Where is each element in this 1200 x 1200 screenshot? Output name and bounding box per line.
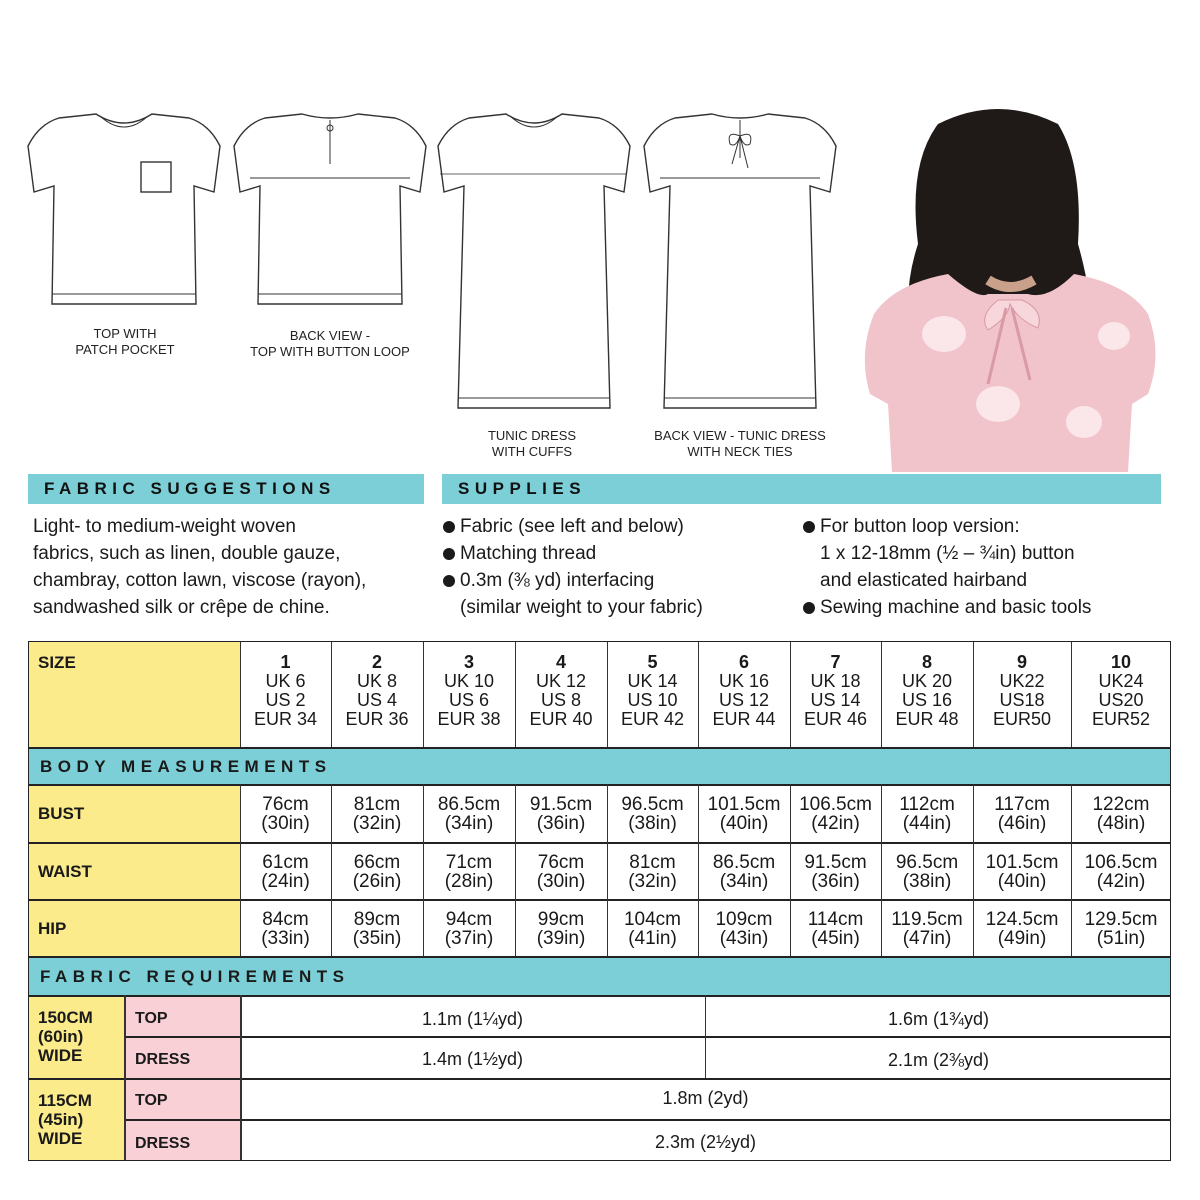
measurement-cm: 81cm — [353, 794, 401, 815]
size-eur: EUR 46 — [803, 709, 868, 729]
grid-line — [28, 747, 1171, 749]
size-eur: EUR52 — [1091, 709, 1151, 729]
measurement-cell — [698, 900, 790, 956]
measurement-cm: 109cm — [715, 909, 773, 930]
w150-dress-label: DRESS — [125, 1037, 240, 1078]
grid-line — [705, 995, 706, 1078]
grid-line — [240, 641, 241, 747]
measurement-cell — [1071, 843, 1171, 899]
sketch-back-tunic-neck-ties — [640, 108, 840, 414]
measurement-cm: 81cm — [629, 852, 676, 873]
size-header-cell — [881, 641, 973, 747]
measurement-in: (24in) — [261, 871, 310, 892]
measurement-cm: 96.5cm — [621, 794, 684, 815]
grid-line — [515, 641, 516, 747]
measurement-cm: 94cm — [445, 909, 493, 930]
size-uk: UK 18 — [810, 671, 861, 691]
measurement-cell — [515, 900, 607, 956]
size-uk: UK24 — [1098, 671, 1144, 691]
measurement-in: (32in) — [352, 813, 402, 834]
grid-line — [28, 784, 1171, 786]
grid-line — [240, 995, 242, 1161]
grid-line — [790, 641, 791, 747]
measurement-in: (26in) — [352, 871, 402, 892]
measurement-cm: 91.5cm — [529, 794, 593, 815]
measurement-cm: 106.5cm — [799, 794, 872, 815]
grid-line — [125, 1036, 1171, 1038]
measurement-cell — [423, 785, 515, 842]
measurement-cm: 61cm — [262, 852, 309, 873]
grid-line — [28, 842, 1171, 844]
size-chart-table — [28, 641, 1171, 1161]
width-115-label: 115CM (45in) WIDE — [28, 1079, 124, 1161]
size-num: 4 — [555, 652, 566, 672]
measurement-cm: 124.5cm — [985, 909, 1059, 930]
sketch-back-top-button-loop — [230, 108, 430, 312]
measurement-cell — [240, 900, 331, 956]
size-label: SIZE — [38, 653, 76, 672]
size-us: US 6 — [448, 690, 490, 710]
list-item: (similar weight to your fabric) — [460, 597, 703, 618]
caption-back-top-button-loop: BACK VIEW - TOP WITH BUTTON LOOP — [250, 328, 410, 359]
measurement-in: (38in) — [902, 871, 952, 892]
grid-line — [124, 995, 126, 1161]
measurement-in: (42in) — [811, 813, 860, 834]
measurement-in: (28in) — [444, 871, 494, 892]
fabric-suggestions-heading: FABRIC SUGGESTIONS — [44, 479, 336, 498]
fabric-suggestions-band — [28, 474, 424, 504]
measurement-in: (34in) — [719, 871, 769, 892]
measurement-cell — [240, 785, 331, 842]
size-num: 2 — [371, 652, 382, 672]
measurement-in: (45in) — [811, 928, 860, 949]
measurement-in: (40in) — [719, 813, 769, 834]
size-eur: EUR 36 — [345, 709, 409, 729]
grid-line — [28, 1078, 1171, 1080]
grid-line — [125, 1119, 1171, 1121]
size-eur: EUR 44 — [712, 709, 776, 729]
caption-top-patch-pocket: TOP WITH PATCH POCKET — [75, 326, 175, 357]
measurement-cm: 91.5cm — [804, 852, 867, 873]
measurement-in: (37in) — [444, 928, 494, 949]
w150-dress-small: 1.4m (1½yd) — [421, 1049, 524, 1069]
measurement-in: (49in) — [997, 928, 1047, 949]
size-us: US 16 — [901, 690, 953, 710]
measurement-cell — [423, 900, 515, 956]
measurement-cm: 76cm — [537, 852, 585, 873]
measurement-cm: 114cm — [807, 909, 864, 930]
w115-dress-all: 2.3m (2½yd) — [654, 1132, 757, 1152]
size-uk: UK 14 — [627, 671, 678, 691]
size-uk: UK22 — [999, 671, 1045, 691]
list-item: Sewing machine and basic tools — [802, 594, 1172, 621]
measurement-cell — [790, 900, 881, 956]
measurement-in: (36in) — [811, 871, 860, 892]
size-us: US 14 — [810, 690, 861, 710]
grid-line — [515, 784, 516, 956]
measurement-cell — [331, 900, 423, 956]
measurement-in: (40in) — [997, 871, 1047, 892]
measurement-in: (32in) — [628, 871, 677, 892]
size-eur: EUR 42 — [620, 709, 685, 729]
w115-top-label: TOP — [125, 1079, 240, 1119]
measurement-cell — [973, 785, 1071, 842]
measurement-in: (44in) — [902, 813, 952, 834]
measurement-cell — [607, 843, 698, 899]
size-eur: EUR 38 — [437, 709, 501, 729]
supplies-list-1 — [442, 513, 792, 621]
size-header-cell — [240, 641, 331, 747]
size-header-cell — [515, 641, 607, 747]
measurement-cm: 66cm — [353, 852, 401, 873]
measurement-cm: 104cm — [623, 909, 682, 930]
measurement-cm: 84cm — [262, 909, 309, 930]
size-header-cell — [423, 641, 515, 747]
measurement-cell — [515, 785, 607, 842]
size-header-cell — [698, 641, 790, 747]
measurement-cm: 86.5cm — [712, 852, 776, 873]
measurement-cell — [881, 785, 973, 842]
measurement-cell — [973, 900, 1071, 956]
measurement-in: (38in) — [628, 813, 677, 834]
w150-top-large: 1.6m (1¾yd) — [887, 1009, 990, 1029]
grid-line — [881, 784, 882, 956]
caption-tunic-dress-cuffs: TUNIC DRESS WITH CUFFS — [487, 428, 577, 459]
grid-line — [423, 641, 424, 747]
w115-top-all: 1.8m (2yd) — [662, 1088, 749, 1108]
size-num: 1 — [280, 652, 291, 672]
grid-line — [607, 784, 608, 956]
measurement-in: (41in) — [628, 928, 677, 949]
size-header-cell — [1071, 641, 1171, 747]
measurement-cell — [790, 843, 881, 899]
measurement-cell — [698, 843, 790, 899]
size-eur: EUR50 — [992, 709, 1052, 729]
sketch-top-patch-pocket — [24, 108, 224, 312]
measurement-in: (33in) — [261, 928, 310, 949]
grid-line — [1071, 641, 1072, 747]
size-uk: UK 8 — [356, 671, 398, 691]
measurement-cell — [423, 843, 515, 899]
grid-line — [973, 641, 974, 747]
size-header-cell — [790, 641, 881, 747]
measurement-in: (35in) — [352, 928, 402, 949]
caption-back-tunic-neck-ties: BACK VIEW - TUNIC DRESS WITH NECK TIES — [654, 428, 826, 459]
size-us: US20 — [1098, 690, 1144, 710]
measurement-cell — [1071, 900, 1171, 956]
size-uk: UK 16 — [718, 671, 770, 691]
grid-line — [331, 641, 332, 747]
list-item: 0.3m (⅜ yd) interfacing — [442, 567, 792, 594]
measurement-cm: 122cm — [1092, 794, 1150, 815]
measurement-in: (46in) — [997, 813, 1047, 834]
size-uk: UK 20 — [901, 671, 953, 691]
supplies-list-2 — [802, 513, 1172, 621]
body-measurements-band — [28, 748, 1171, 784]
size-eur: EUR 34 — [253, 709, 318, 729]
body-measurements-heading: BODY MEASUREMENTS — [40, 757, 332, 776]
measurement-in: (47in) — [902, 928, 952, 949]
measurement-in: (48in) — [1096, 813, 1146, 834]
w115-dress-label: DRESS — [125, 1120, 240, 1161]
grid-line — [240, 784, 241, 956]
fabric-requirements-heading: FABRIC REQUIREMENTS — [40, 967, 350, 986]
size-us: US 2 — [265, 690, 306, 710]
width-150-label: 150CM (60in) WIDE — [28, 996, 124, 1078]
size-eur: EUR 48 — [895, 709, 959, 729]
measurement-cm: 96.5cm — [895, 852, 959, 873]
grid-line — [973, 784, 974, 956]
list-item: Fabric (see left and below) — [442, 513, 792, 540]
size-us: US 4 — [356, 690, 398, 710]
grid-line — [790, 784, 791, 956]
grid-line — [607, 641, 608, 747]
measurement-label-hip: HIP — [28, 900, 240, 956]
grid-line — [331, 784, 332, 956]
grid-line — [881, 641, 882, 747]
grid-line — [423, 784, 424, 956]
size-num: 6 — [738, 652, 749, 672]
size-header-cell — [973, 641, 1071, 747]
measurement-cm: 117cm — [994, 794, 1050, 815]
size-uk: UK 6 — [265, 671, 306, 691]
size-header-cell — [607, 641, 698, 747]
measurement-in: (43in) — [719, 928, 769, 949]
measurement-in: (39in) — [536, 928, 586, 949]
size-us: US 8 — [540, 690, 582, 710]
measurement-label-waist: WAIST — [28, 843, 240, 899]
measurement-in: (36in) — [536, 813, 586, 834]
grid-line — [1071, 784, 1072, 956]
measurement-label-bust: BUST — [28, 785, 240, 842]
size-us: US 12 — [718, 690, 770, 710]
size-header-cell — [331, 641, 423, 747]
grid-line — [698, 641, 699, 747]
measurement-cm: 106.5cm — [1084, 852, 1158, 873]
measurement-cm: 101.5cm — [707, 794, 781, 815]
list-item: 1 x 12-18mm (½ – ¾in) button — [820, 543, 1075, 564]
measurement-cm: 99cm — [537, 909, 585, 930]
size-label-cell — [28, 641, 240, 747]
list-item: and elasticated hairband — [820, 570, 1028, 591]
size-us: US18 — [999, 690, 1045, 710]
grid-line — [698, 784, 699, 956]
w150-top-label: TOP — [125, 996, 240, 1036]
measurement-in: (30in) — [536, 871, 586, 892]
fabric-requirements-band — [28, 957, 1171, 995]
w150-top-small: 1.1m (1¼yd) — [421, 1009, 524, 1029]
measurement-cell — [881, 900, 973, 956]
size-uk: UK 10 — [443, 671, 495, 691]
list-item: Matching thread — [442, 540, 792, 567]
measurement-cell — [881, 843, 973, 899]
size-num: 7 — [830, 652, 841, 672]
supplies-band — [442, 474, 1161, 504]
size-num: 5 — [647, 652, 658, 672]
size-us: US 10 — [627, 690, 678, 710]
measurement-cm: 86.5cm — [437, 794, 501, 815]
grid-line — [28, 956, 1171, 958]
measurement-cm: 76cm — [262, 794, 309, 815]
list-item: For button loop version: — [802, 513, 1172, 540]
measurement-cell — [790, 785, 881, 842]
size-num: 3 — [463, 652, 474, 672]
measurement-cm: 101.5cm — [985, 852, 1059, 873]
measurement-in: (51in) — [1096, 928, 1146, 949]
measurement-cell — [515, 843, 607, 899]
size-eur: EUR 40 — [529, 709, 593, 729]
size-num: 8 — [921, 652, 932, 672]
fabric-suggestions-text: Light- to medium-weight woven fabrics, such as linen, double gauze, chambray, cotton lawn, viscose (rayon), sandwashed silk or crêpe de chine. — [33, 516, 367, 618]
grid-line — [28, 995, 1171, 997]
measurement-cm: 71cm — [445, 852, 493, 873]
measurement-cell — [331, 843, 423, 899]
measurement-cm: 119.5cm — [891, 909, 963, 930]
measurement-in: (30in) — [261, 813, 310, 834]
size-num: 9 — [1016, 652, 1027, 672]
measurement-cell — [240, 843, 331, 899]
model-photo — [848, 104, 1172, 472]
measurement-cell — [331, 785, 423, 842]
measurement-cell — [698, 785, 790, 842]
measurement-cell — [607, 900, 698, 956]
w150-dress-large: 2.1m (2⅜yd) — [887, 1050, 990, 1070]
measurement-cell — [607, 785, 698, 842]
supplies-heading: SUPPLIES — [458, 479, 587, 498]
measurement-cell — [1071, 785, 1171, 842]
measurement-cm: 112cm — [899, 794, 955, 815]
sketch-tunic-dress-cuffs — [434, 108, 634, 414]
measurement-cell — [973, 843, 1071, 899]
measurement-cm: 89cm — [353, 909, 401, 930]
measurement-cm: 129.5cm — [1084, 909, 1158, 930]
measurement-in: (34in) — [444, 813, 494, 834]
grid-line — [28, 899, 1171, 901]
size-uk: UK 12 — [535, 671, 587, 691]
measurement-in: (42in) — [1096, 871, 1146, 892]
size-num: 10 — [1110, 652, 1132, 672]
